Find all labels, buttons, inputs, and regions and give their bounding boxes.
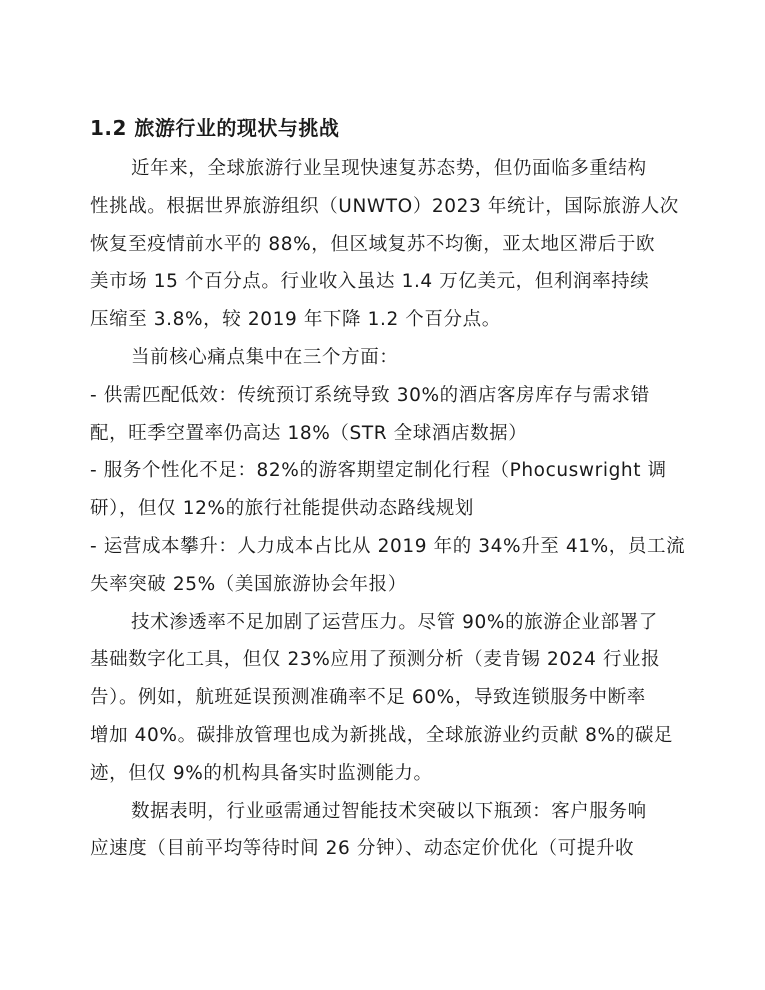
paragraph-line: 增加 40%。碳排放管理也成为新挑战，全球旅游业约贡献 8%的碳足: [90, 724, 674, 746]
paragraph-line: 迹，但仅 9%的机构具备实时监测能力。: [90, 762, 433, 784]
paragraph-line: 应速度（目前平均等待时间 26 分钟）、动态定价优化（可提升收: [90, 838, 635, 860]
paragraph-line: 美市场 15 个百分点。行业收入虽达 1.4 万亿美元，但利润率持续: [90, 271, 650, 293]
bullet-line: - 供需匹配低效：传统预订系统导致 30%的酒店客房库存与需求错: [90, 384, 650, 406]
paragraph-line: 近年来，全球旅游行业呈现快速复苏态势，但仍面临多重结构: [131, 158, 647, 179]
paragraph-line: 数据表明，行业亟需通过智能技术突破以下瓶颈：客户服务响: [131, 800, 647, 822]
paragraph-line: 恢复至疫情前水平的 88%，但区域复苏不均衡，亚太地区滞后于欧: [90, 233, 656, 255]
bullet-line: 失率突破 25%（美国旅游协会年报）: [90, 573, 407, 595]
body-text: [90, 150, 686, 868]
paragraph-line: 压缩至 3.8%，较 2019 年下降 1.2 个百分点。: [90, 309, 501, 331]
bullet-line: - 服务个性化不足：82%的游客期望定制化行程（Phocuswright 调: [90, 460, 667, 482]
paragraph-line: 当前核心痛点集中在三个方面：: [131, 346, 399, 368]
bullet-line: 研），但仅 12%的旅行社能提供动态路线规划: [90, 498, 474, 520]
paragraph-line: 告）。例如，航班延误预测准确率不足 60%，导致连锁服务中断率: [90, 687, 646, 709]
bullet-line: - 运营成本攀升：人力成本占比从 2019 年的 34%升至 41%，员工流: [90, 535, 686, 557]
paragraph-line: 基础数字化工具，但仅 23%应用了预测分析（麦肯锡 2024 行业报: [90, 649, 661, 671]
paragraph-line: 性挑战。根据世界旅游组织（UNWTO）2023 年统计，国际旅游人次: [90, 195, 679, 217]
bullet-line: 配，旺季空置率仍高达 18%（STR 全球酒店数据）: [90, 422, 528, 444]
paragraph-line: 技术渗透率不足加剧了运营压力。尽管 90%的旅游企业部署了: [131, 611, 658, 633]
section-title: 1.2 旅游行业的现状与挑战: [90, 116, 340, 140]
